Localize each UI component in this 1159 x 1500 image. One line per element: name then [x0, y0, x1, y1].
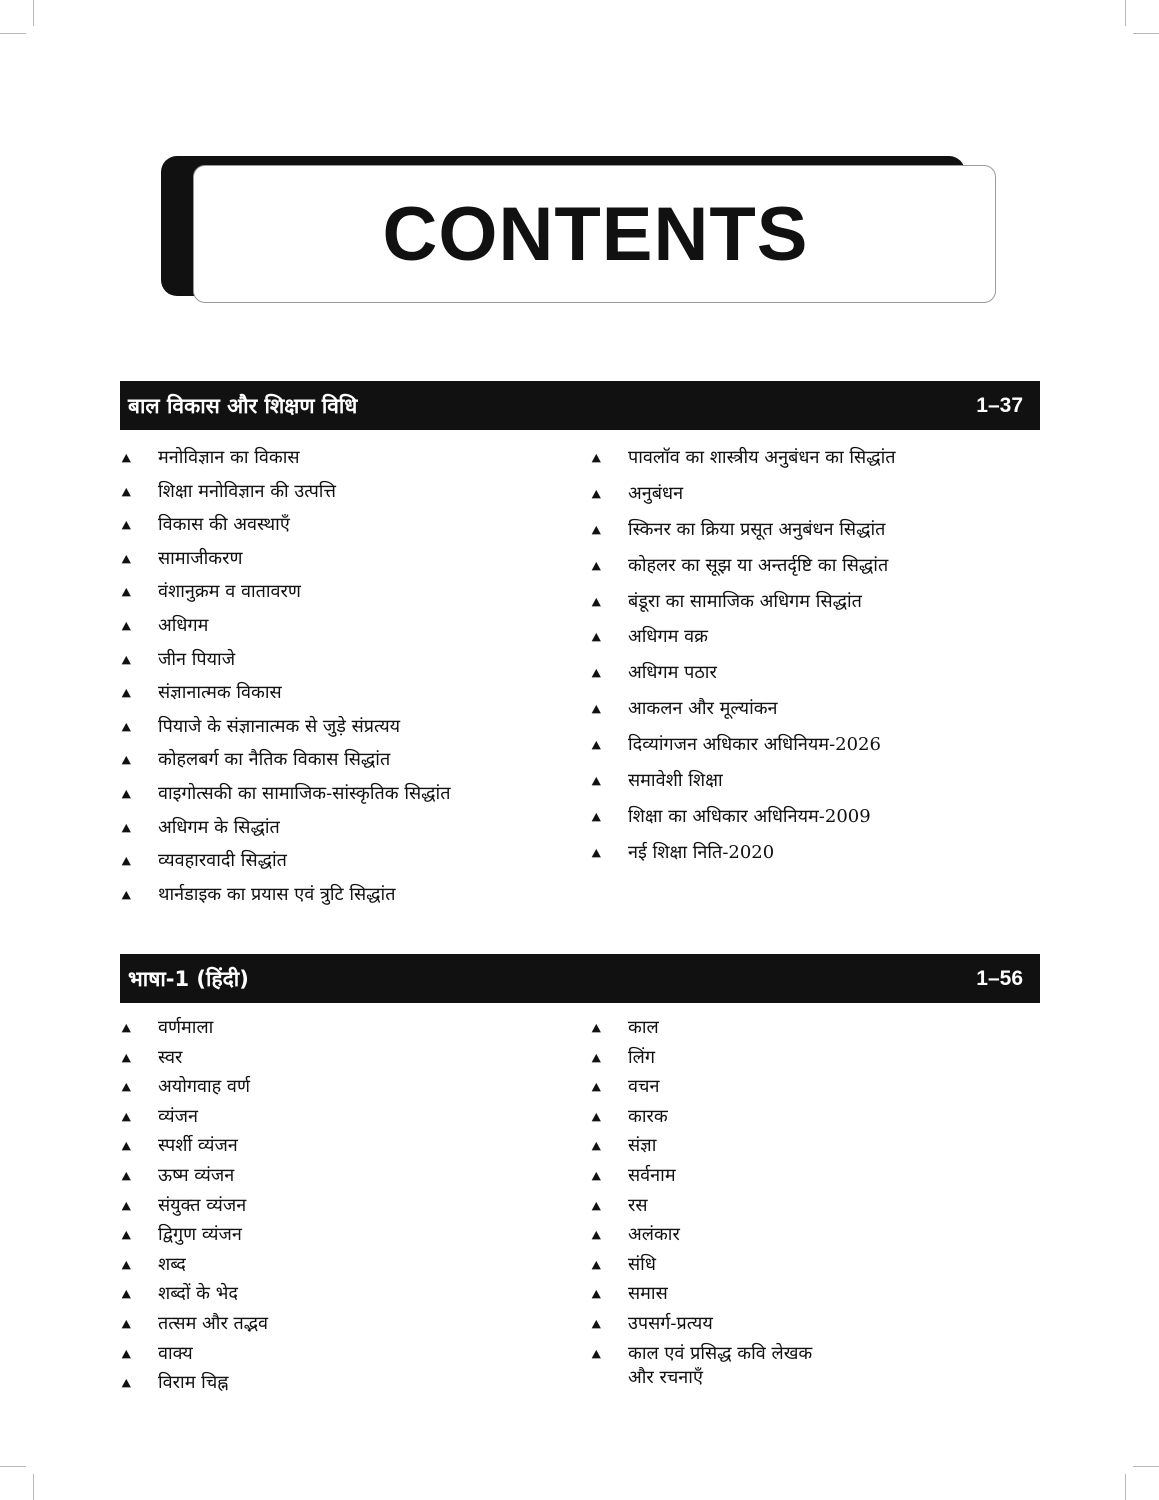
list-item	[122, 513, 450, 547]
crop-mark	[0, 1466, 26, 1467]
arrowhead-up-icon: ▲	[591, 1198, 601, 1212]
list-item-label: ऊष्म व्यंजन	[158, 1164, 235, 1186]
list-item-label: संज्ञा	[628, 1135, 657, 1157]
list-item	[122, 883, 450, 917]
list-item-label: उपसर्ग-प्रत्यय	[628, 1312, 713, 1334]
list-item	[592, 1282, 818, 1312]
list-item-label: कोहलर का सूझ या अन्तर्दृष्टि का सिद्धांत	[628, 554, 889, 576]
list-item-label: शब्दों के भेद	[158, 1283, 238, 1305]
list-item-label: कारक	[628, 1105, 668, 1127]
section-1-right-list	[592, 446, 896, 877]
list-item	[592, 1223, 818, 1253]
list-item	[122, 1371, 268, 1401]
list-item-label: थार्नडाइक का प्रयास एवं त्रुटि सिद्धांत	[158, 883, 396, 905]
arrowhead-up-icon: ▲	[121, 652, 131, 666]
list-item	[122, 681, 450, 715]
list-item	[122, 1312, 268, 1342]
list-item	[122, 1164, 268, 1194]
list-item	[122, 547, 450, 581]
arrowhead-up-icon: ▲	[121, 854, 131, 868]
list-item	[122, 1342, 268, 1372]
list-item-label: सामाजीकरण	[158, 547, 243, 569]
list-item	[592, 482, 896, 518]
list-item-label: वाइगोत्सकी का सामाजिक-सांस्कृतिक सिद्धांत	[158, 782, 451, 804]
arrowhead-up-icon: ▲	[591, 809, 601, 823]
arrowhead-up-icon: ▲	[121, 719, 131, 733]
crop-mark	[33, 1474, 34, 1500]
arrowhead-up-icon: ▲	[121, 1257, 131, 1271]
list-item-label: संज्ञानात्मक विकास	[158, 682, 282, 704]
list-item	[122, 782, 450, 816]
list-item-label: आकलन और मूल्यांकन	[628, 698, 778, 720]
section-2-left-list	[122, 1016, 268, 1401]
arrowhead-up-icon: ▲	[121, 1346, 131, 1360]
list-item-label: अनुबंधन	[628, 482, 684, 504]
list-item-label: वर्णमाला	[158, 1017, 214, 1038]
arrowhead-up-icon: ▲	[591, 1316, 601, 1330]
arrowhead-up-icon: ▲	[591, 594, 601, 608]
list-item	[122, 480, 450, 514]
arrowhead-up-icon: ▲	[121, 1139, 131, 1153]
arrowhead-up-icon: ▲	[591, 1168, 601, 1182]
arrowhead-up-icon: ▲	[591, 702, 601, 716]
arrowhead-up-icon: ▲	[591, 486, 601, 500]
list-item	[592, 1312, 818, 1342]
arrowhead-up-icon: ▲	[121, 484, 131, 498]
list-item-label: विकास की अवस्थाएँ	[158, 514, 290, 536]
arrowhead-up-icon: ▲	[591, 522, 601, 536]
list-item	[592, 1253, 818, 1283]
arrowhead-up-icon: ▲	[591, 1021, 601, 1034]
arrowhead-up-icon: ▲	[591, 738, 601, 752]
list-item-label: संयुक्त व्यंजन	[158, 1194, 247, 1216]
list-item	[122, 1223, 268, 1253]
list-item	[592, 1342, 818, 1390]
arrowhead-up-icon: ▲	[121, 1109, 131, 1123]
list-item-label: रस	[628, 1194, 648, 1216]
list-item	[592, 1075, 818, 1105]
list-item-label: वचन	[628, 1076, 660, 1098]
list-item-label: स्पर्शी व्यंजन	[158, 1135, 238, 1157]
section-title: भाषा-1 (हिंदी)	[128, 966, 249, 991]
list-item	[592, 805, 896, 841]
arrowhead-up-icon: ▲	[121, 887, 131, 901]
arrowhead-up-icon: ▲	[121, 551, 131, 565]
section-header-child-development	[120, 381, 1040, 430]
arrowhead-up-icon: ▲	[121, 1228, 131, 1242]
arrowhead-up-icon: ▲	[121, 585, 131, 599]
arrowhead-up-icon: ▲	[591, 1080, 601, 1094]
section-header-hindi-language	[120, 954, 1040, 1003]
arrowhead-up-icon: ▲	[591, 1228, 601, 1242]
arrowhead-up-icon: ▲	[121, 1168, 131, 1182]
list-item	[122, 1194, 268, 1224]
list-item	[122, 1046, 268, 1076]
list-item-label: काल एवं प्रसिद्ध कवि लेखक और रचनाएँ	[628, 1342, 813, 1388]
list-item-label: संधि	[628, 1253, 656, 1275]
arrowhead-up-icon: ▲	[591, 666, 601, 680]
list-item	[592, 1194, 818, 1224]
list-item-label: काल	[628, 1017, 659, 1038]
arrowhead-up-icon: ▲	[591, 558, 601, 572]
crop-mark	[1133, 1466, 1159, 1467]
list-item-label: मनोविज्ञान का विकास	[158, 447, 300, 468]
list-item	[592, 590, 896, 626]
list-item-label: समावेशी शिक्षा	[628, 770, 723, 792]
arrowhead-up-icon: ▲	[591, 630, 601, 644]
list-item	[122, 748, 450, 782]
list-item-label: स्किनर का क्रिया प्रसूत अनुबंधन सिद्धांत	[628, 518, 886, 540]
crop-mark	[1125, 0, 1126, 26]
section-title: बाल विकास और शिक्षण विधि	[128, 393, 358, 418]
list-item-label: द्विगुण व्यंजन	[158, 1224, 242, 1246]
list-item-label: स्वर	[158, 1046, 183, 1068]
arrowhead-up-icon: ▲	[121, 820, 131, 834]
arrowhead-up-icon: ▲	[121, 618, 131, 632]
arrowhead-up-icon: ▲	[591, 1287, 601, 1301]
list-item	[122, 715, 450, 749]
arrowhead-up-icon: ▲	[121, 1376, 131, 1390]
list-item	[122, 1282, 268, 1312]
list-item-label: वंशानुक्रम व वातावरण	[158, 581, 301, 603]
list-item-label: कोहलबर्ग का नैतिक विकास सिद्धांत	[158, 749, 391, 771]
list-item-label: व्यवहारवादी सिद्धांत	[158, 850, 287, 872]
list-item	[592, 1016, 818, 1046]
list-item-label: तत्सम और तद्भव	[158, 1312, 269, 1334]
arrowhead-up-icon: ▲	[121, 451, 131, 464]
section-1-left-list	[122, 446, 450, 916]
list-item	[122, 1016, 268, 1046]
crop-mark	[33, 0, 34, 26]
section-page-range: 1–37	[976, 393, 1023, 417]
list-item-label: पियाजे के संज्ञानात्मक से जुड़े संप्रत्यय	[158, 715, 401, 737]
list-item	[592, 446, 896, 482]
list-item-label: नई शिक्षा निति-2020	[628, 841, 775, 863]
section-page-range: 1–56	[976, 966, 1023, 990]
list-item	[592, 733, 896, 769]
list-item	[592, 1164, 818, 1194]
list-item-label: लिंग	[628, 1046, 655, 1068]
list-item	[122, 614, 450, 648]
list-item-label: अधिगम पठार	[628, 662, 717, 684]
list-item	[592, 625, 896, 661]
list-item-label: दिव्यांगजन अधिकार अधिनियम-2026	[628, 734, 881, 756]
list-item-label: पावलॉव का शास्त्रीय अनुबंधन का सिद्धांत	[628, 447, 896, 468]
list-item-label: शिक्षा मनोविज्ञान की उत्पत्ति	[158, 480, 336, 502]
crop-mark	[0, 33, 26, 34]
list-item	[592, 841, 896, 877]
title-box	[193, 165, 996, 303]
arrowhead-up-icon: ▲	[121, 1021, 131, 1034]
arrowhead-up-icon: ▲	[121, 1050, 131, 1064]
page-title: CONTENTS	[382, 191, 809, 277]
arrowhead-up-icon: ▲	[591, 1050, 601, 1064]
list-item	[122, 816, 450, 850]
list-item	[122, 1134, 268, 1164]
arrowhead-up-icon: ▲	[591, 845, 601, 859]
list-item-label: अलंकार	[628, 1224, 680, 1246]
arrowhead-up-icon: ▲	[121, 1080, 131, 1094]
list-item	[122, 1075, 268, 1105]
list-item	[592, 769, 896, 805]
crop-mark	[1125, 1474, 1126, 1500]
list-item	[592, 1046, 818, 1076]
arrowhead-up-icon: ▲	[121, 1198, 131, 1212]
arrowhead-up-icon: ▲	[591, 1257, 601, 1271]
list-item-label: अधिगम	[158, 614, 209, 636]
arrowhead-up-icon: ▲	[121, 1316, 131, 1330]
list-item-label: सर्वनाम	[628, 1164, 676, 1186]
arrowhead-up-icon: ▲	[591, 774, 601, 788]
list-item-label: विराम चिह्न	[158, 1372, 229, 1394]
crop-mark	[1133, 33, 1159, 34]
section-2-right-list	[592, 1016, 818, 1390]
list-item-label: शब्द	[158, 1253, 186, 1275]
arrowhead-up-icon: ▲	[591, 1346, 601, 1360]
list-item-label: जीन पियाजे	[158, 648, 236, 670]
list-item-label: समास	[628, 1283, 668, 1305]
arrowhead-up-icon: ▲	[121, 753, 131, 767]
list-item	[122, 648, 450, 682]
list-item	[122, 1105, 268, 1135]
list-item	[122, 446, 450, 480]
list-item	[592, 1105, 818, 1135]
list-item	[592, 697, 896, 733]
list-item-label: अधिगम वक्र	[628, 626, 708, 648]
arrowhead-up-icon: ▲	[121, 518, 131, 532]
list-item	[122, 580, 450, 614]
list-item	[592, 554, 896, 590]
list-item-label: अयोगवाह वर्ण	[158, 1076, 250, 1098]
list-item	[122, 849, 450, 883]
list-item	[592, 518, 896, 554]
arrowhead-up-icon: ▲	[591, 451, 601, 464]
list-item-label: बंडूरा का सामाजिक अधिगम सिद्धांत	[628, 590, 862, 612]
list-item	[592, 1134, 818, 1164]
list-item-label: शिक्षा का अधिकार अधिनियम-2009	[628, 805, 871, 827]
arrowhead-up-icon: ▲	[121, 1287, 131, 1301]
list-item	[592, 661, 896, 697]
list-item	[122, 1253, 268, 1283]
arrowhead-up-icon: ▲	[591, 1139, 601, 1153]
arrowhead-up-icon: ▲	[121, 786, 131, 800]
list-item-label: व्यंजन	[158, 1105, 198, 1127]
list-item-label: वाक्य	[158, 1342, 193, 1364]
list-item-label: अधिगम के सिद्धांत	[158, 816, 280, 838]
arrowhead-up-icon: ▲	[121, 686, 131, 700]
arrowhead-up-icon: ▲	[591, 1109, 601, 1123]
